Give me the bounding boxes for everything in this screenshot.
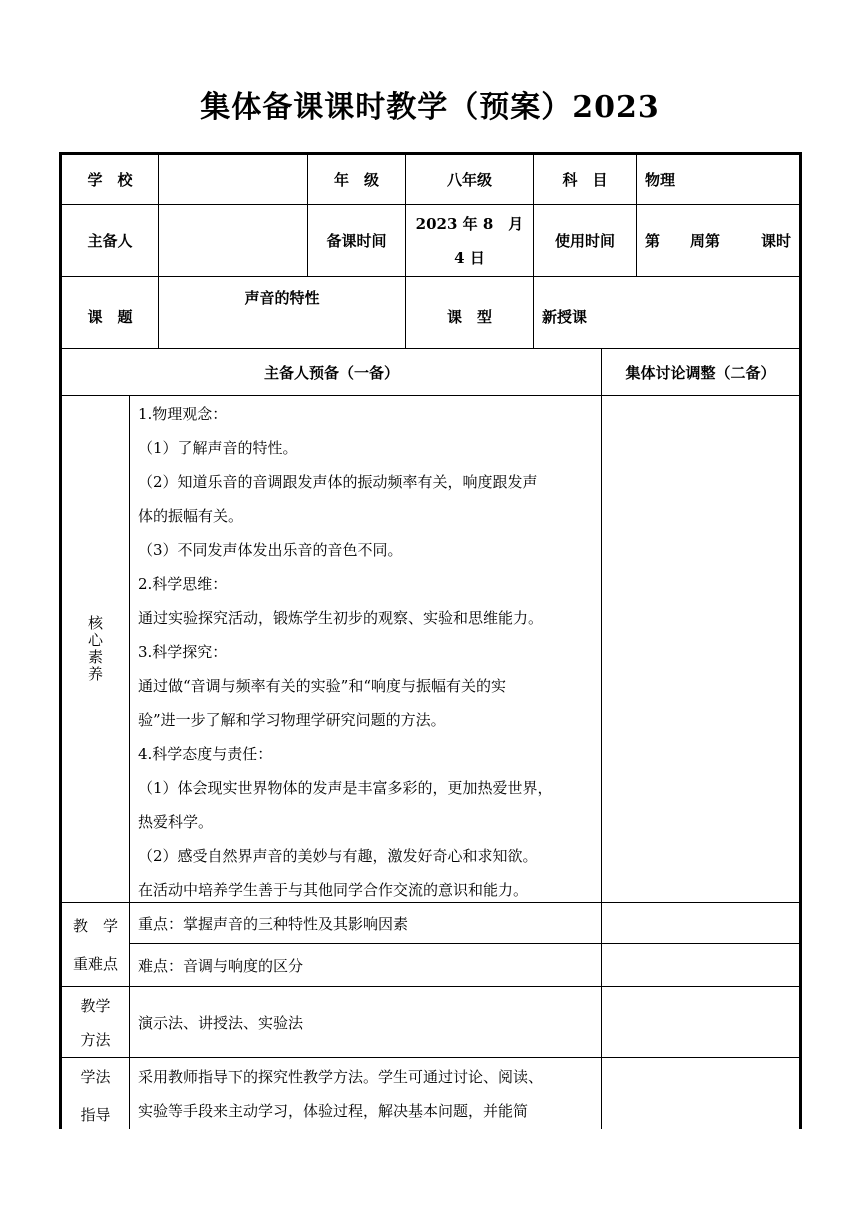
school-value[interactable]: [159, 155, 308, 204]
core-literacy-line: 1.物理观念：: [138, 405, 228, 423]
grade-label: 年 级: [308, 155, 406, 204]
use-time-period: 课时: [760, 232, 791, 250]
core-literacy-line: 通过实验探究活动，锻炼学生初步的观察、实验和思维能力。: [138, 609, 544, 627]
table-row: [62, 396, 799, 903]
core-literacy-line: （3）不同发声体发出乐音的音色不同。: [138, 541, 403, 559]
main-prep-header: 主备人预备（一备）: [62, 349, 602, 395]
key-point[interactable]: 重点：掌握声音的三种特性及其影响因素: [130, 903, 602, 944]
core-literacy-line: 2.科学思维：: [138, 575, 228, 593]
topic-value[interactable]: 声音的特性: [159, 277, 406, 348]
table-row: [62, 903, 799, 987]
core-literacy-line: 4.科学态度与责任：: [138, 745, 273, 763]
core-literacy-content[interactable]: [130, 396, 602, 902]
school-label: 学 校: [62, 155, 159, 204]
table-row: [62, 1058, 799, 1129]
core-literacy-line: （2）知道乐音的音调跟发声体的振动频率有关，响度跟发声: [138, 473, 538, 491]
prep-time-line2: 4 日: [454, 248, 485, 267]
table-row: [62, 155, 799, 205]
core-literacy-line: 体的振幅有关。: [138, 507, 244, 525]
use-time-label: 使用时间: [534, 205, 637, 276]
lesson-plan-table: [59, 152, 802, 1129]
preparer-value[interactable]: [159, 205, 308, 276]
core-literacy-line: （1）体会现实世界物体的发声是丰富多彩的，更加热爱世界，: [138, 779, 553, 797]
core-literacy-line: （2）感受自然界声音的美妙与有趣，激发好奇心和求知欲。: [138, 847, 538, 865]
prep-time-label: 备课时间: [308, 205, 406, 276]
core-literacy-label: 核心素养: [62, 396, 130, 902]
prep-time-value[interactable]: [406, 205, 534, 276]
core-literacy-line: 通过做“音调与频率有关的实验”和“响度与振幅有关的实: [138, 677, 507, 695]
grade-value[interactable]: 八年级: [406, 155, 534, 204]
study-guide-adjust[interactable]: [602, 1058, 799, 1129]
key-points-group: [130, 903, 799, 986]
subject-value[interactable]: 物理: [645, 171, 676, 189]
table-row: [62, 349, 799, 396]
preparer-label: 主备人: [62, 205, 159, 276]
key-point-adjust[interactable]: [602, 903, 799, 944]
difficult-point-adjust[interactable]: [602, 944, 799, 986]
core-literacy-line: 3.科学探究：: [138, 643, 228, 661]
methods-adjust[interactable]: [602, 987, 799, 1057]
subject-label: 科 目: [534, 155, 637, 204]
topic-label: 课 题: [62, 277, 159, 348]
methods-label: 教学 方法: [62, 987, 130, 1057]
core-literacy-line: 验”进一步了解和学习物理学研究问题的方法。: [138, 711, 446, 729]
core-literacy-line: （1）了解声音的特性。: [138, 439, 298, 457]
type-label: 课 型: [406, 277, 534, 348]
core-literacy-line: 在活动中培养学生善于与其他同学合作交流的意识和能力。: [138, 881, 529, 899]
difficult-point[interactable]: 难点：音调与响度的区分: [130, 944, 602, 986]
core-literacy-adjust[interactable]: [602, 396, 799, 902]
table-row: [62, 987, 799, 1058]
prep-time-line1: 2023 年 8 月: [415, 214, 524, 233]
key-points-label: 教 学 重难点: [62, 903, 130, 986]
page-title: 集体备课课时教学（预案）2023: [200, 90, 660, 125]
group-adjust-header: 集体讨论调整（二备）: [625, 363, 776, 382]
study-guide-label: 学法 指导: [62, 1058, 130, 1129]
use-time-week: 第 周第: [645, 232, 721, 250]
table-row: [62, 277, 799, 349]
table-row: [62, 205, 799, 277]
core-literacy-line: 热爱科学。: [138, 813, 214, 831]
type-value[interactable]: 新授课: [542, 308, 588, 326]
study-guide-value[interactable]: 采用教师指导下的探究性教学方法。学生可通过讨论、阅读、 实验等手段来主动学习，体验过程，解决基本问题，并能简: [130, 1058, 602, 1129]
use-time-value[interactable]: [637, 205, 799, 276]
methods-value[interactable]: 演示法、讲授法、实验法: [130, 987, 602, 1057]
